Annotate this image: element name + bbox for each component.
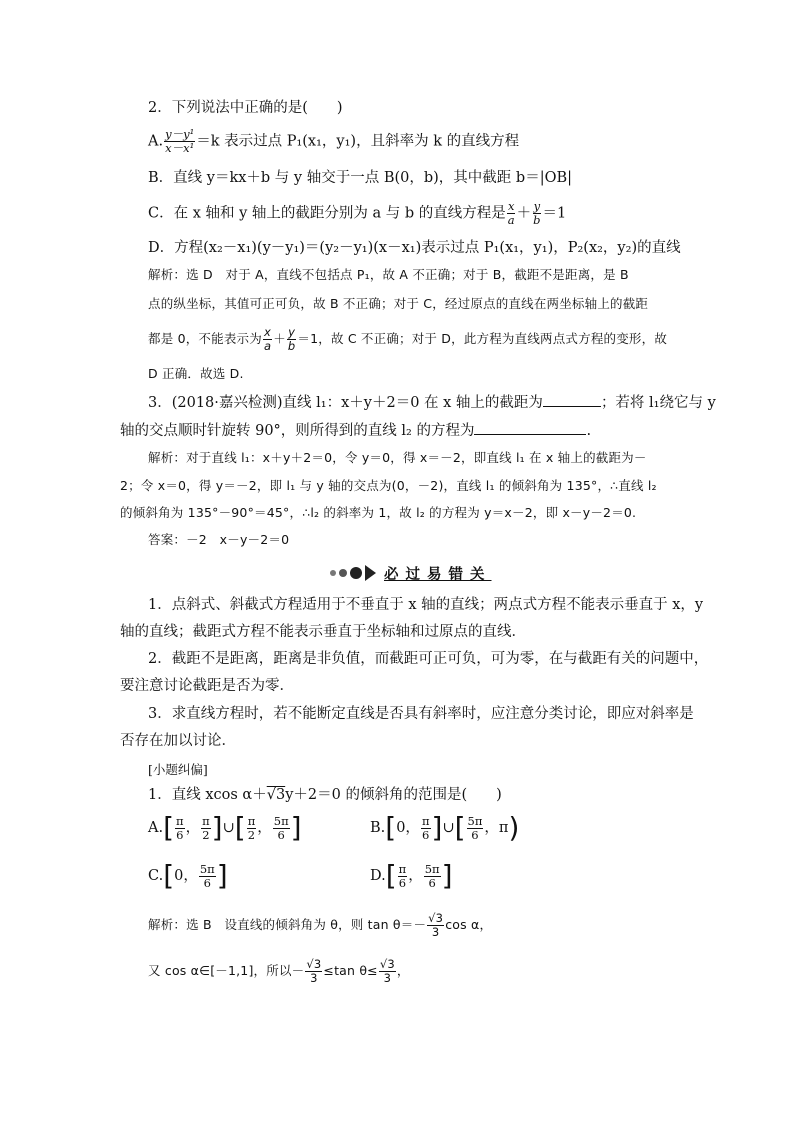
q2-option-c: C．在 x 轴和 y 轴上的截距分别为 a 与 b 的直线方程是 $\frac{x}{a}$ ＋ $\frac{y}{b}$ ＝1 bbox=[148, 199, 567, 227]
q3-solution-line-2: 2；令 x＝0，得 y＝－2，即 l₁ 与 y 轴的交点为(0，－2)，直线 l₁ 的倾斜角为 135°，∴直线 l₂ bbox=[120, 478, 657, 493]
q2-stem: 2．下列说法中正确的是( ) bbox=[148, 100, 343, 116]
q2-option-d: D．方程(x₂－x₁)(y－y₁)＝(y₂－y₁)(x－x₁)表示过点 P₁(x₁，y₁)，P₂(x₂，y₂)的直线 bbox=[148, 240, 681, 256]
q2-solution-line-3: 都是 0，不能表示为 $\frac{x}{a}$ ＋ $\frac{y}{b}$ ＝1，故 C 不正确；对于 D，此方程为直线两点式方程的变形，故 bbox=[148, 325, 668, 353]
quiz-option-c: C.[0， $\frac{5\pi}{6}$ ] bbox=[148, 859, 228, 892]
quiz-option-a: A.[ $\frac{\pi}{6}$ ， $\frac{\pi}{2}$ ]∪[ $\frac{\pi}{2}$ ， $\frac{5\pi}{6}$ ] bbox=[148, 811, 302, 844]
note-2-line-1: 2．截距不是距离，距离是非负值，而截距可正可负，可为零，在与截距有关的问题中， bbox=[148, 651, 709, 667]
quiz-q1-stem: 1．直线 xcos α＋√3y＋2＝0 的倾斜角的范围是( ) bbox=[148, 787, 502, 803]
section-title: 必过易错关 bbox=[384, 566, 492, 583]
note-3-line-2: 否存在加以讨论． bbox=[120, 733, 236, 749]
q3-answer-blank-1[interactable] bbox=[543, 392, 601, 407]
quiz-tag: [小题纠偏] bbox=[148, 762, 208, 777]
q3-solution-line-3: 的倾斜角为 135°－90°＝45°，∴l₂ 的斜率为 1，故 l₂ 的方程为 y＝x－2，即 x－y－2＝0. bbox=[120, 505, 637, 520]
q3-answer-blank-2[interactable] bbox=[474, 420, 586, 435]
note-3-line-1: 3．求直线方程时，若不能断定直线是否具有斜率时，应注意分类讨论，即应对斜率是 bbox=[148, 706, 694, 722]
q3-solution-line-1: 解析：对于直线 l₁：x＋y＋2＝0，令 y＝0，得 x＝－2，即直线 l₁ 在 x 轴上的截距为－ bbox=[148, 450, 647, 465]
q3-answer: 答案：－2 x－y－2＝0 bbox=[148, 532, 290, 547]
q2-solution-line-2: 点的纵坐标，其值可正可负，故 B 不正确；对于 C，经过原点的直线在两坐标轴上的截距 bbox=[148, 296, 649, 311]
q2-option-a-fraction: $\frac{\text{y－y¹}}{\text{x－x¹}}$ bbox=[165, 127, 195, 155]
quiz-solution-line-1: 解析：选 B 设直线的倾斜角为 θ，则 tan θ＝－ $\frac{√3}{3}$ cos α， bbox=[148, 911, 493, 939]
q2-solution-line-4: D 正确．故选 D. bbox=[148, 366, 244, 381]
note-2-line-2: 要注意讨论截距是否为零． bbox=[120, 678, 294, 694]
quiz-option-d: D.[ $\frac{\pi}{6}$ ， $\frac{5\pi}{6}$ ] bbox=[370, 859, 453, 892]
quiz-solution-line-2: 又 cos α∈[－1,1]，所以－ $\frac{√3}{3}$ ≤tan θ≤ $\frac{√3}{3}$ ， bbox=[148, 957, 410, 985]
q2-option-a: A. $\frac{\text{y－y¹}}{\text{x－x¹}}$ ＝k 表示过点 P₁(x₁，y₁)，且斜率为 k 的直线方程 bbox=[148, 127, 520, 155]
q2-solution-line-1: 解析：选 D 对于 A，直线不包括点 P₁，故 A 不正确；对于 B，截距不是距离，是 B bbox=[148, 267, 629, 282]
q2-option-b: B．直线 y＝kx＋b 与 y 轴交于一点 B(0，b)，其中截距 b＝|OB| bbox=[148, 170, 573, 186]
q3-stem-line-2: 轴的交点顺时针旋转 90°，则所得到的直线 l₂ 的方程为 . bbox=[120, 420, 591, 441]
q3-stem-line-1: 3．(2018·嘉兴检测)直线 l₁：x＋y＋2＝0 在 x 轴上的截距为 ；若将 l₁绕它与 y bbox=[148, 392, 716, 413]
note-1-line-2: 轴的直线；截距式方程不能表示垂直于坐标轴和过原点的直线． bbox=[120, 624, 526, 640]
section-dots-icon bbox=[330, 567, 362, 579]
section-arrow-icon bbox=[365, 565, 376, 581]
section-header bbox=[330, 563, 505, 583]
quiz-option-b: B.[0， $\frac{\pi}{6}$ ]∪[ $\frac{5\pi}{6}$ ，π) bbox=[370, 811, 520, 844]
note-1-line-1: 1．点斜式、斜截式方程适用于不垂直于 x 轴的直线；两点式方程不能表示垂直于 x，y bbox=[148, 597, 704, 613]
